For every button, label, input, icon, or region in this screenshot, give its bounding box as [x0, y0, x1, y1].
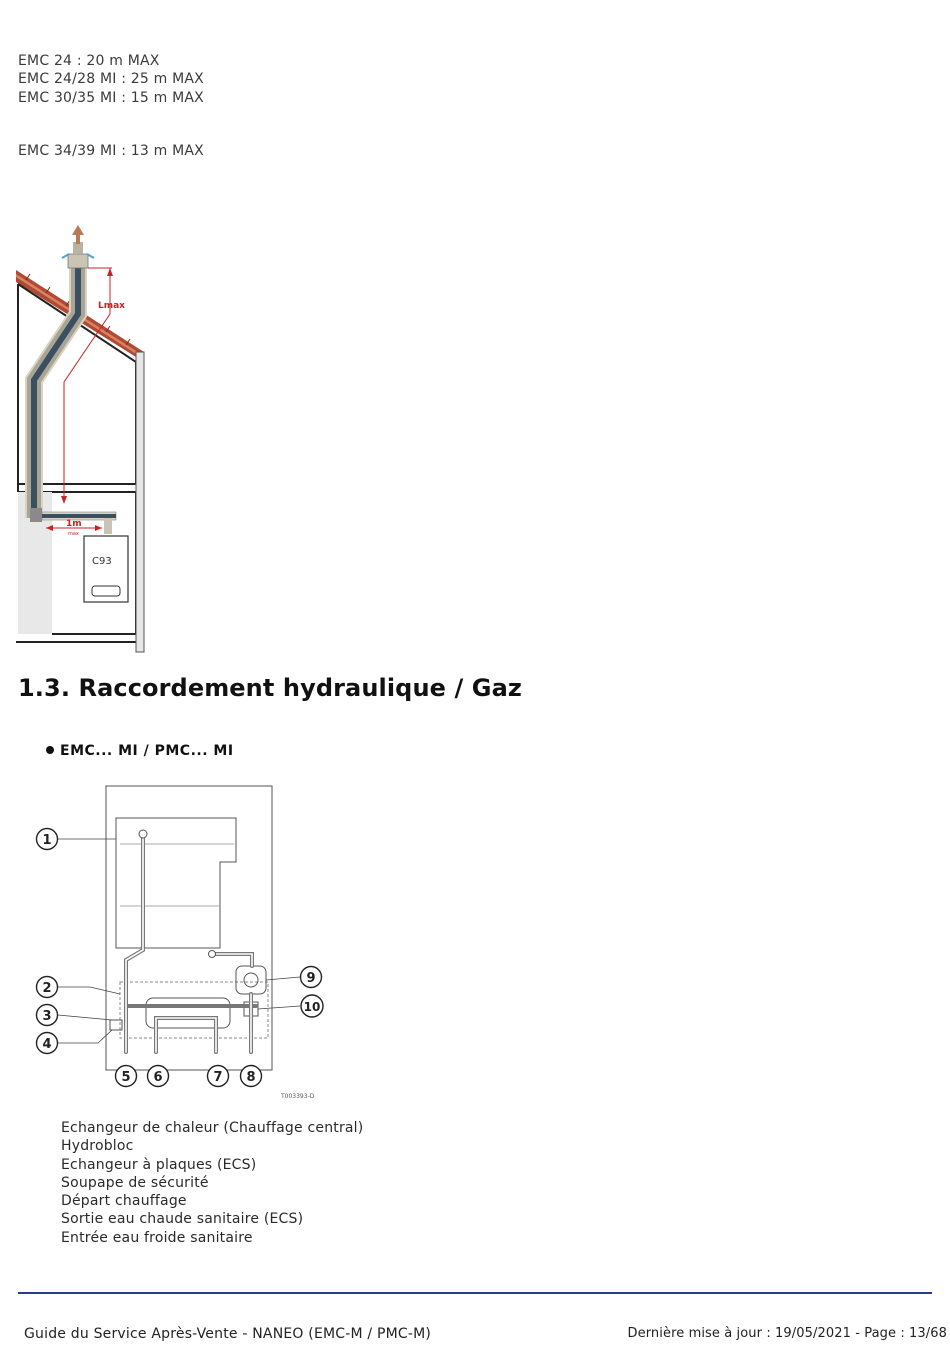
lmax-label: Lmax	[98, 301, 125, 311]
flue-pipe	[30, 225, 116, 534]
legend-item: Echangeur à plaques (ECS)	[61, 1156, 257, 1173]
svg-text:2: 2	[42, 981, 52, 996]
flue-length-list	[18, 52, 204, 160]
flue-length-line: EMC 34/39 MI : 13 m MAX	[18, 142, 204, 159]
legend-item: Echangeur de chaleur (Chauffage central)	[61, 1120, 364, 1136]
svg-text:7: 7	[213, 1070, 223, 1085]
legend-item: Sortie eau chaude sanitaire (ECS)	[61, 1211, 304, 1228]
one-meter-label: 1m	[66, 519, 82, 529]
footer-divider	[18, 1292, 932, 1294]
installation-type-label: C93	[92, 556, 112, 567]
component-legend	[61, 1119, 363, 1247]
svg-text:1: 1	[42, 833, 52, 848]
legend-item: Départ chauffage	[61, 1193, 187, 1210]
callout-5	[116, 1066, 137, 1087]
svg-text:3: 3	[42, 1009, 52, 1024]
callout-1	[37, 829, 58, 850]
outer-wall	[136, 352, 144, 652]
flue-length-line: EMC 30/35 MI : 15 m MAX	[18, 89, 204, 106]
section-title: 1.3. Raccordement hydraulique / Gaz	[18, 674, 522, 702]
boiler-unit	[84, 536, 128, 602]
one-meter-dimension	[46, 519, 102, 537]
figure-reference: T003393-D	[281, 1093, 315, 1100]
callout-10	[301, 995, 323, 1017]
heat-exchanger	[116, 818, 236, 948]
callout-8	[241, 1066, 262, 1087]
callout-4	[37, 1033, 58, 1054]
one-meter-sub-label: max	[68, 531, 79, 537]
svg-text:5: 5	[121, 1070, 131, 1085]
svg-text:4: 4	[42, 1037, 52, 1052]
hydraulic-connection-diagram	[30, 780, 330, 1102]
legend-item: Entrée eau froide sanitaire	[61, 1229, 253, 1246]
model-bullet-label: EMC... MI / PMC... MI	[60, 743, 234, 759]
bullet-dot-icon	[46, 746, 54, 754]
legend-item: Hydrobloc	[61, 1138, 134, 1155]
flue-installation-diagram	[16, 222, 148, 658]
footer-guide-title: Guide du Service Après-Vente - NANEO (EMC-M / PMC-M)	[24, 1326, 432, 1342]
callout-6	[148, 1066, 169, 1087]
callout-9	[301, 967, 322, 988]
svg-text:8: 8	[246, 1070, 256, 1085]
model-bullet	[46, 743, 234, 759]
callout-7	[208, 1066, 229, 1087]
svg-text:6: 6	[153, 1070, 163, 1085]
flue-length-line: EMC 24 : 20 m MAX	[18, 53, 160, 69]
callout-3	[37, 1005, 58, 1026]
footer-page-info: Dernière mise à jour : 19/05/2021 - Page : 13/68	[627, 1326, 947, 1341]
svg-text:10: 10	[303, 1000, 321, 1014]
callout-2	[37, 977, 58, 998]
svg-text:9: 9	[306, 971, 316, 986]
legend-item: Soupape de sécurité	[61, 1174, 209, 1191]
flue-length-line: EMC 24/28 MI : 25 m MAX	[18, 71, 204, 88]
